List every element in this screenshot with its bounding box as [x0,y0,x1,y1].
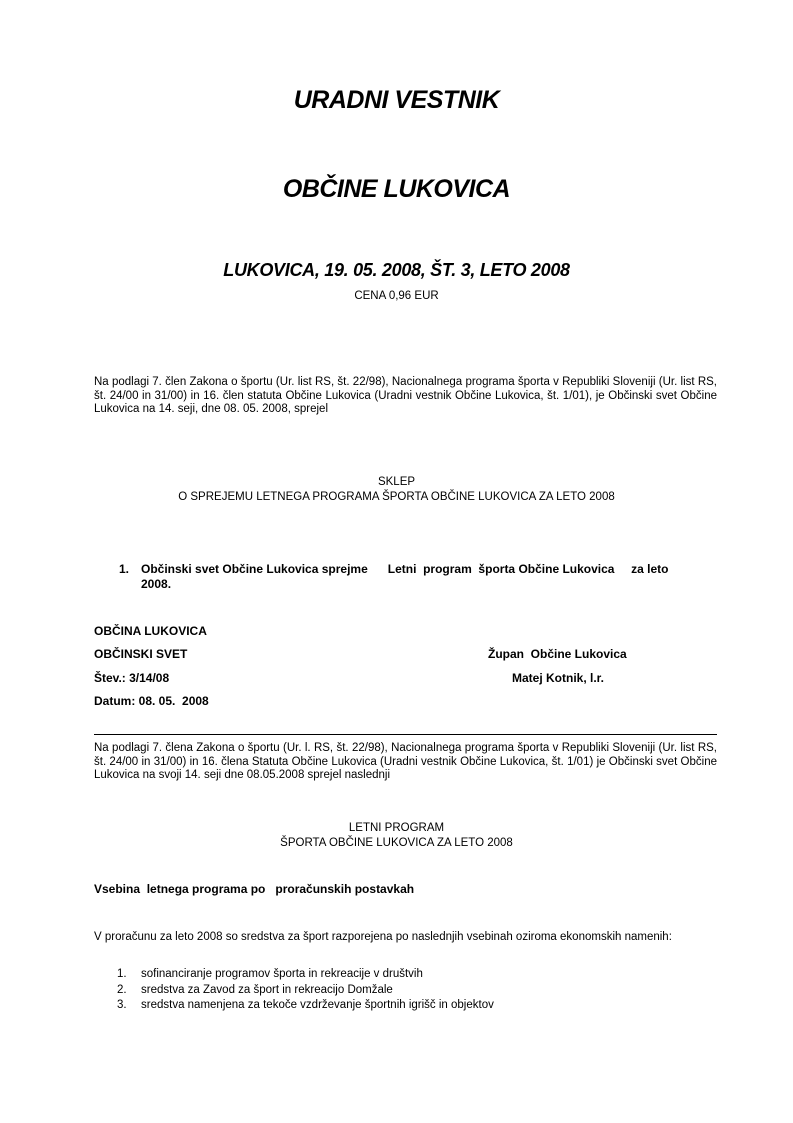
list-item: sredstva za Zavod za šport in rekreacijo Domžale [141,984,393,996]
mayor-name: Matej Kotnik, l.r. [512,671,605,685]
issue-line: LUKOVICA, 19. 05. 2008, ŠT. 3, LETO 2008 [223,260,570,280]
sklep-heading-detail: O SPREJEMU LETNEGA PROGRAMA ŠPORTA OBČINE LUKOVICA ZA LETO 2008 [178,491,615,503]
sklep-item-text-cont: 2008. [141,577,172,591]
list-item: sredstva namenjena za tekoče vzdrževanje športnih igrišč in objektov [141,999,494,1011]
council-name: OBČINSKI SVET [94,647,188,661]
list-item-number: 1. [117,968,127,980]
program-heading-detail: ŠPORTA OBČINE LUKOVICA ZA LETO 2008 [280,837,513,849]
document-date: Datum: 08. 05. 2008 [94,694,209,708]
mayor-title: Župan Občine Lukovica [488,647,627,661]
program-heading: LETNI PROGRAM [348,822,445,834]
section-divider [94,734,717,735]
gazette-subtitle: OBČINE LUKOVICA [282,175,511,203]
program-intro: V proračunu za leto 2008 so sredstva za šport razporejena po naslednjih vsebinah oziroma ekonomskih namenih: [94,931,672,943]
gazette-title: URADNI VESTNIK [293,86,500,114]
list-item: sofinanciranje programov športa in rekreacije v društvih [141,968,423,980]
sklep-item-number: 1. [119,562,130,576]
list-item-number: 2. [117,984,127,996]
list-item-number: 3. [117,999,127,1011]
program-preamble: Na podlagi 7. člena Zakona o športu (Ur. l. RS, št. 22/98), Nacionalnega programa športa v Republiki Sloveniji (Ur. list RS, št. 24/00 in 31/00) in 16. člena Statuta Občine Lukovica (Uradni vestnik Občine Lukovica, št. 1/01) je Občinski svet Občine Lukovica na svoji 14. seji dne 08.05.2008 sprejel naslednji [94,742,717,781]
sklep-heading: SKLEP [377,476,416,488]
section-title: Vsebina letnega programa po proračunskih postavkah [94,882,415,896]
sklep-item-text: Občinski svet Občine Lukovica sprejme Letni program športa Občine Lukovica za leto [141,562,669,576]
sklep-preamble: Na podlagi 7. člen Zakona o športu (Ur. list RS, št. 22/98), Nacionalnega programa športa v Republiki Sloveniji (Ur. list RS, št. 24/00 in 31/00) in 16. člen statuta Občine Lukovica (Uradni vestnik Občine Lukovica, št. 1/01), je Občinski svet Občine Lukovica na 14. seji, dne 08. 05. 2008, sprejel [94,376,717,415]
price-line: CENA 0,96 EUR [354,290,439,302]
municipality-name: OBČINA LUKOVICA [94,624,207,638]
document-number: Štev.: 3/14/08 [94,671,170,685]
